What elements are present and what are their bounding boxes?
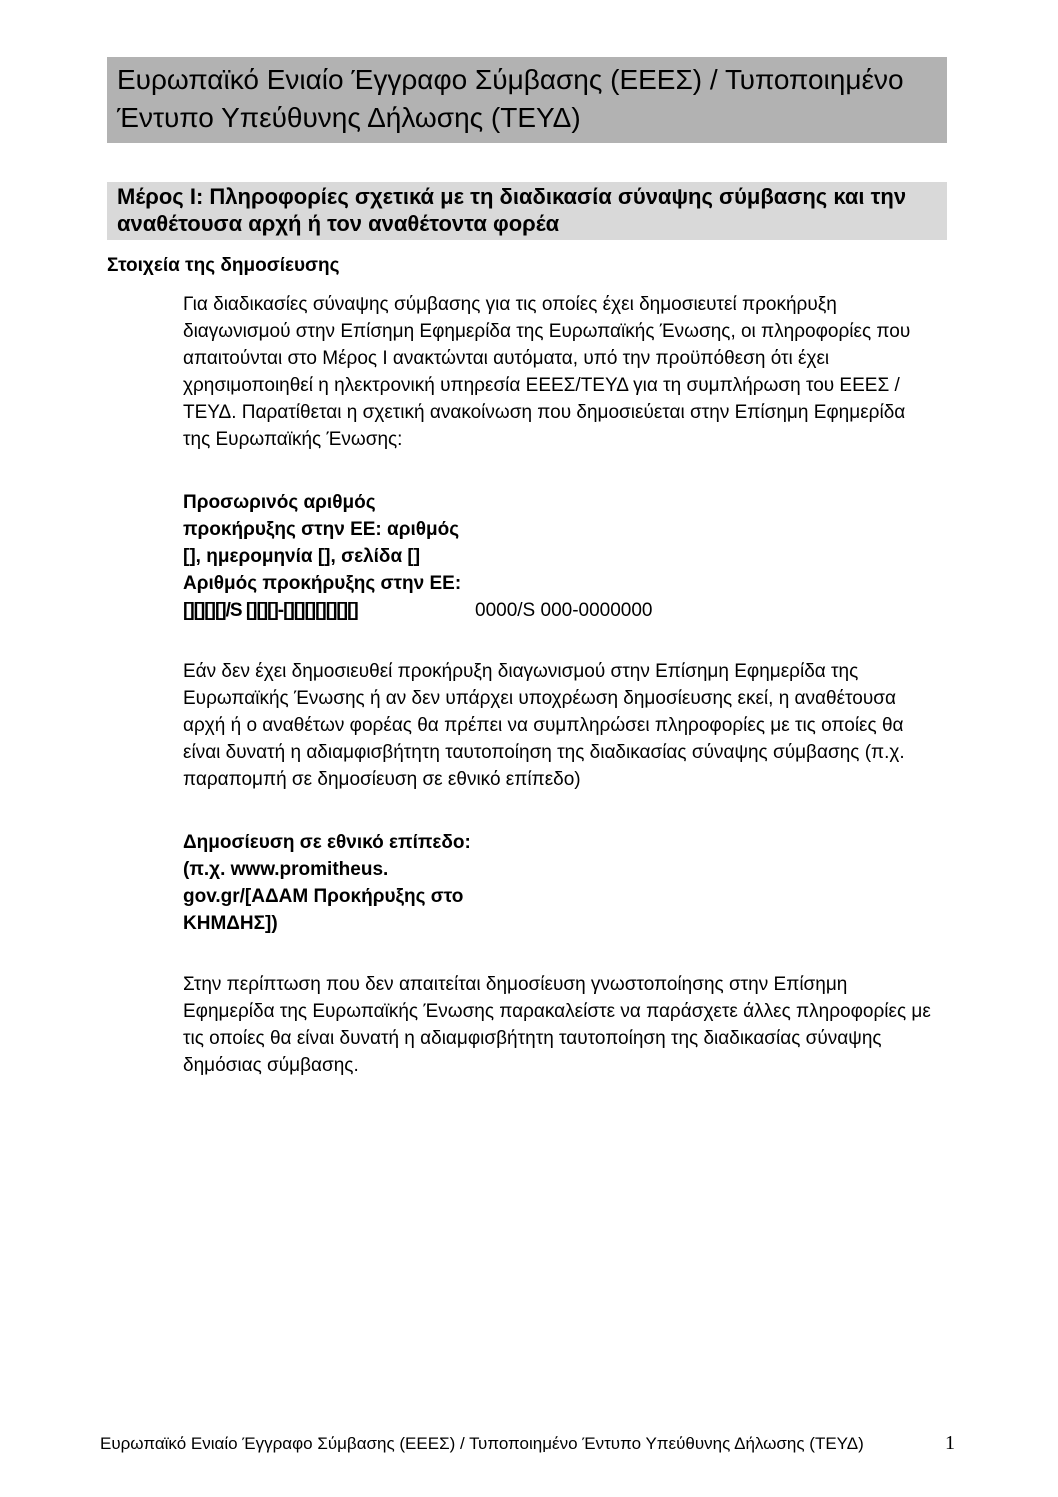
page-number: 1 (945, 1432, 955, 1454)
no-publication-paragraph: Εάν δεν έχει δημοσιευθεί προκήρυξη διαγωνισμού στην Επίσημη Εφημερίδα της Ευρωπαϊκής Ένωσης ή αν δεν υπάρχει υποχρέωση δημοσίευσης εκεί, η αναθέτουσα αρχή ή ο αναθέτων φορέας θα πρέπει να συμπληρώσει πληροφορίες με τις οποίες θα είναι δυνατή η αδιαμφισβήτητη ταυτοποίηση της διαδικασίας σύναψης σύμβασης (π.χ. παραπομπή σε δημοσίευση σε εθνικό επίπεδο) (183, 661, 905, 790)
part1-heading: Μέρος Ι: Πληροφορίες σχετικά με τη διαδικασία σύναψης σύμβασης και την αναθέτουσα αρχή ή τον αναθέτοντα φορέα (107, 182, 947, 240)
intro-paragraph: Για διαδικασίες σύναψης σύμβασης για τις οποίες έχει δημοσιευτεί προκήρυξη διαγωνισμού στην Επίσημη Εφημερίδα της Ευρωπαϊκής Ένωσης, οι πληροφορίες που απαιτούνται στο Μέρος Ι ανακτώνται αυτόματα, υπό την προϋπόθεση ότι έχει χρησιμοποιηθεί η ηλεκτρονική υπηρεσία ΕΕΕΣ/ΤΕΥΔ για τη συμπλήρωση του ΕΕΕΣ /ΤΕΥΔ. Παρατίθεται η σχετική ανακοίνωση που δημοσιεύεται στην Επίσημη Εφημερίδα της Ευρωπαϊκής Ένωσης: (183, 294, 911, 450)
document-title: Ευρωπαϊκό Ενιαίο Έγγραφο Σύμβασης (ΕΕΕΣ) / Τυποποιημένο Έντυπο Υπεύθυνης Δήλωσης (ΤΕΥΔ) (107, 57, 947, 143)
eu-notice-number-label-text: Αριθμός προκήρυξης στην ΕΕ: [][][][]/S [][][]-[][][][][][][] (183, 573, 462, 621)
no-notice-paragraph: Στην περίπτωση που δεν απαιτείται δημοσίευση γνωστοποίησης στην Επίσημη Εφημερίδα της Ευρωπαϊκής Ένωσης παρακαλείστε να παράσχετε άλλες πληροφορίες με τις οποίες θα είναι δυνατή η αδιαμφισβήτητη ταυτοποίηση της διαδικασίας σύναψης δημόσιας σύμβασης. (183, 974, 931, 1076)
national-publication-label: Δημοσίευση σε εθνικό επίπεδο: (π.χ. www.promitheus. gov.gr/[ΑΔΑΜ Προκήρυξης στο ΚΗΜΔΗΣ]) (183, 832, 471, 934)
eu-notice-number-label (183, 489, 475, 624)
eu-notice-number-value: 0000/S 000-0000000 (475, 600, 653, 621)
footer-document-title: Ευρωπαϊκό Ενιαίο Έγγραφο Σύμβασης (ΕΕΕΣ) / Τυποποιημένο Έντυπο Υπεύθυνης Δήλωσης (ΤΕΥΔ) (100, 1434, 864, 1453)
publication-details-heading: Στοιχεία της δημοσίευσης (107, 255, 340, 276)
eu-notice-temp-number-label: Προσωρινός αριθμός προκήρυξης στην ΕΕ: αριθμός [], ημερομηνία [], σελίδα [] (183, 492, 460, 567)
page-footer (0, 1432, 1058, 1455)
eu-notice-number-placeholder-boxes: [][][][]/S [][][]-[][][][][][][] (183, 600, 358, 621)
national-publication-field (183, 829, 947, 937)
eu-notice-number-field (183, 489, 947, 624)
